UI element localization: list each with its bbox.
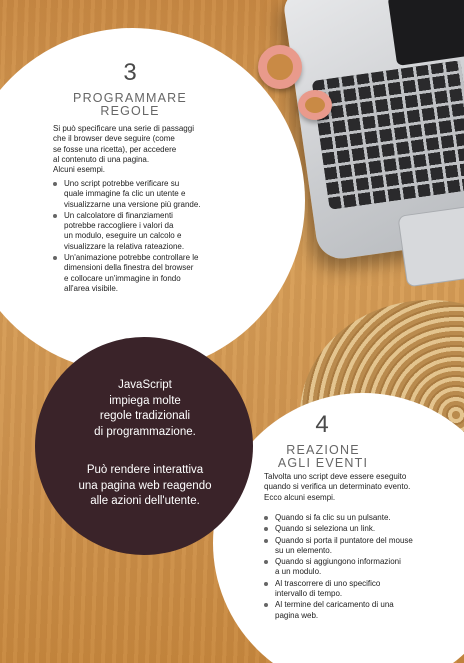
section4-title <box>253 444 393 470</box>
center-line: una pagina web reagendo <box>78 479 212 492</box>
bullet-item <box>53 179 223 210</box>
section3-title-line: REGOLE <box>100 104 160 118</box>
bullet-line: a un modulo. <box>275 567 322 577</box>
bullet-item <box>264 600 454 621</box>
section4-title-line: AGLI EVENTI <box>277 456 369 470</box>
center-line: alle azioni dell'utente. <box>90 495 200 507</box>
center-line: regole tradizionali <box>99 410 191 422</box>
section4-title-line: REAZIONE <box>286 443 360 457</box>
section4-intro <box>264 472 454 503</box>
bullet-line: Al trascorrere di uno specifico <box>275 578 381 588</box>
bullet-line: Un'animazione potrebbe controllare le <box>64 253 199 263</box>
center-line: di programmazione. <box>94 425 196 438</box>
intro-line: che il browser deve seguire (come <box>53 134 175 144</box>
bullet-dot-icon <box>264 516 268 520</box>
bullet-line: visualizzare la relativa rateazione. <box>64 241 185 251</box>
section4-number: 4 <box>315 411 329 438</box>
bullet-line: quale immagine fa clic un utente e <box>64 189 186 199</box>
bullet-line: intervallo di tempo. <box>275 589 343 599</box>
bullet-dot-icon <box>264 560 268 564</box>
bullet-dot-icon <box>264 582 268 586</box>
center-line: JavaScript <box>118 379 172 391</box>
bullet-line: Quando si aggiungono informazioni <box>275 557 401 567</box>
bullet-line: potrebbe raccogliere i valori da <box>64 221 174 231</box>
laptop-trackpad <box>397 205 464 288</box>
bullet-item <box>53 211 223 252</box>
bullet-item <box>264 513 454 523</box>
bullet-line: Uno script potrebbe verificare su <box>64 179 180 188</box>
laptop-keyboard <box>312 60 464 210</box>
bullet-line: Un calcolatore di finanziamenti <box>64 210 173 220</box>
section3-intro <box>53 124 223 175</box>
bullet-item <box>264 536 454 557</box>
center-circle <box>35 337 253 555</box>
intro-line: al contenuto di una pagina. <box>53 154 150 164</box>
bullet-line: Quando si seleziona un link. <box>275 524 376 534</box>
bullet-line: Quando si fa clic su un pulsante. <box>275 513 391 522</box>
bullet-line: pagina web. <box>275 610 319 620</box>
intro-line: se fosse una ricetta), per accedere <box>53 144 177 154</box>
bullet-item <box>53 253 223 294</box>
bullet-item <box>264 579 454 600</box>
bullet-item <box>264 524 454 534</box>
intro-line: quando si verifica un determinato evento. <box>264 482 411 492</box>
section4-bullet-list <box>264 513 454 622</box>
section3-title <box>50 92 210 118</box>
section3-number: 3 <box>123 59 137 86</box>
bullet-line: dimensioni della finestra del browser <box>64 263 194 273</box>
tape-roll-image <box>298 90 332 120</box>
bullet-line: visualizzarne una versione più grande. <box>64 199 201 209</box>
intro-line: Talvolta uno script deve essere eseguito <box>264 472 407 481</box>
center-line: impiega molte <box>109 394 181 407</box>
bullet-line: Quando si porta il puntatore del mouse <box>275 535 413 545</box>
section3-bullet-list <box>53 179 223 295</box>
intro-line: Alcuni esempi. <box>53 165 106 175</box>
center-paragraph-1 <box>60 378 230 440</box>
laptop-screen <box>388 0 464 66</box>
bullet-dot-icon <box>53 182 57 186</box>
bullet-line: un modulo, eseguire un calcolo e <box>64 231 182 241</box>
bullet-dot-icon <box>264 603 268 607</box>
center-line: Può rendere interattiva <box>86 464 204 476</box>
bullet-dot-icon <box>264 539 268 543</box>
bullet-dot-icon <box>53 214 57 218</box>
bullet-line: Al termine del caricamento di una <box>275 600 394 610</box>
bullet-item <box>264 557 454 578</box>
bullet-dot-icon <box>264 527 268 531</box>
center-paragraph-2 <box>45 463 245 510</box>
intro-line: Si può specificare una serie di passaggi <box>53 124 194 133</box>
intro-line: Ecco alcuni esempi. <box>264 492 336 502</box>
bullet-line: e collocare un'immagine in fondo <box>64 273 181 283</box>
bullet-line: su un elemento. <box>275 545 332 555</box>
bullet-line: all'area visibile. <box>64 283 118 293</box>
section3-title-line: PROGRAMMARE <box>73 91 187 105</box>
tape-roll-image <box>258 45 302 89</box>
bullet-dot-icon <box>53 256 57 260</box>
